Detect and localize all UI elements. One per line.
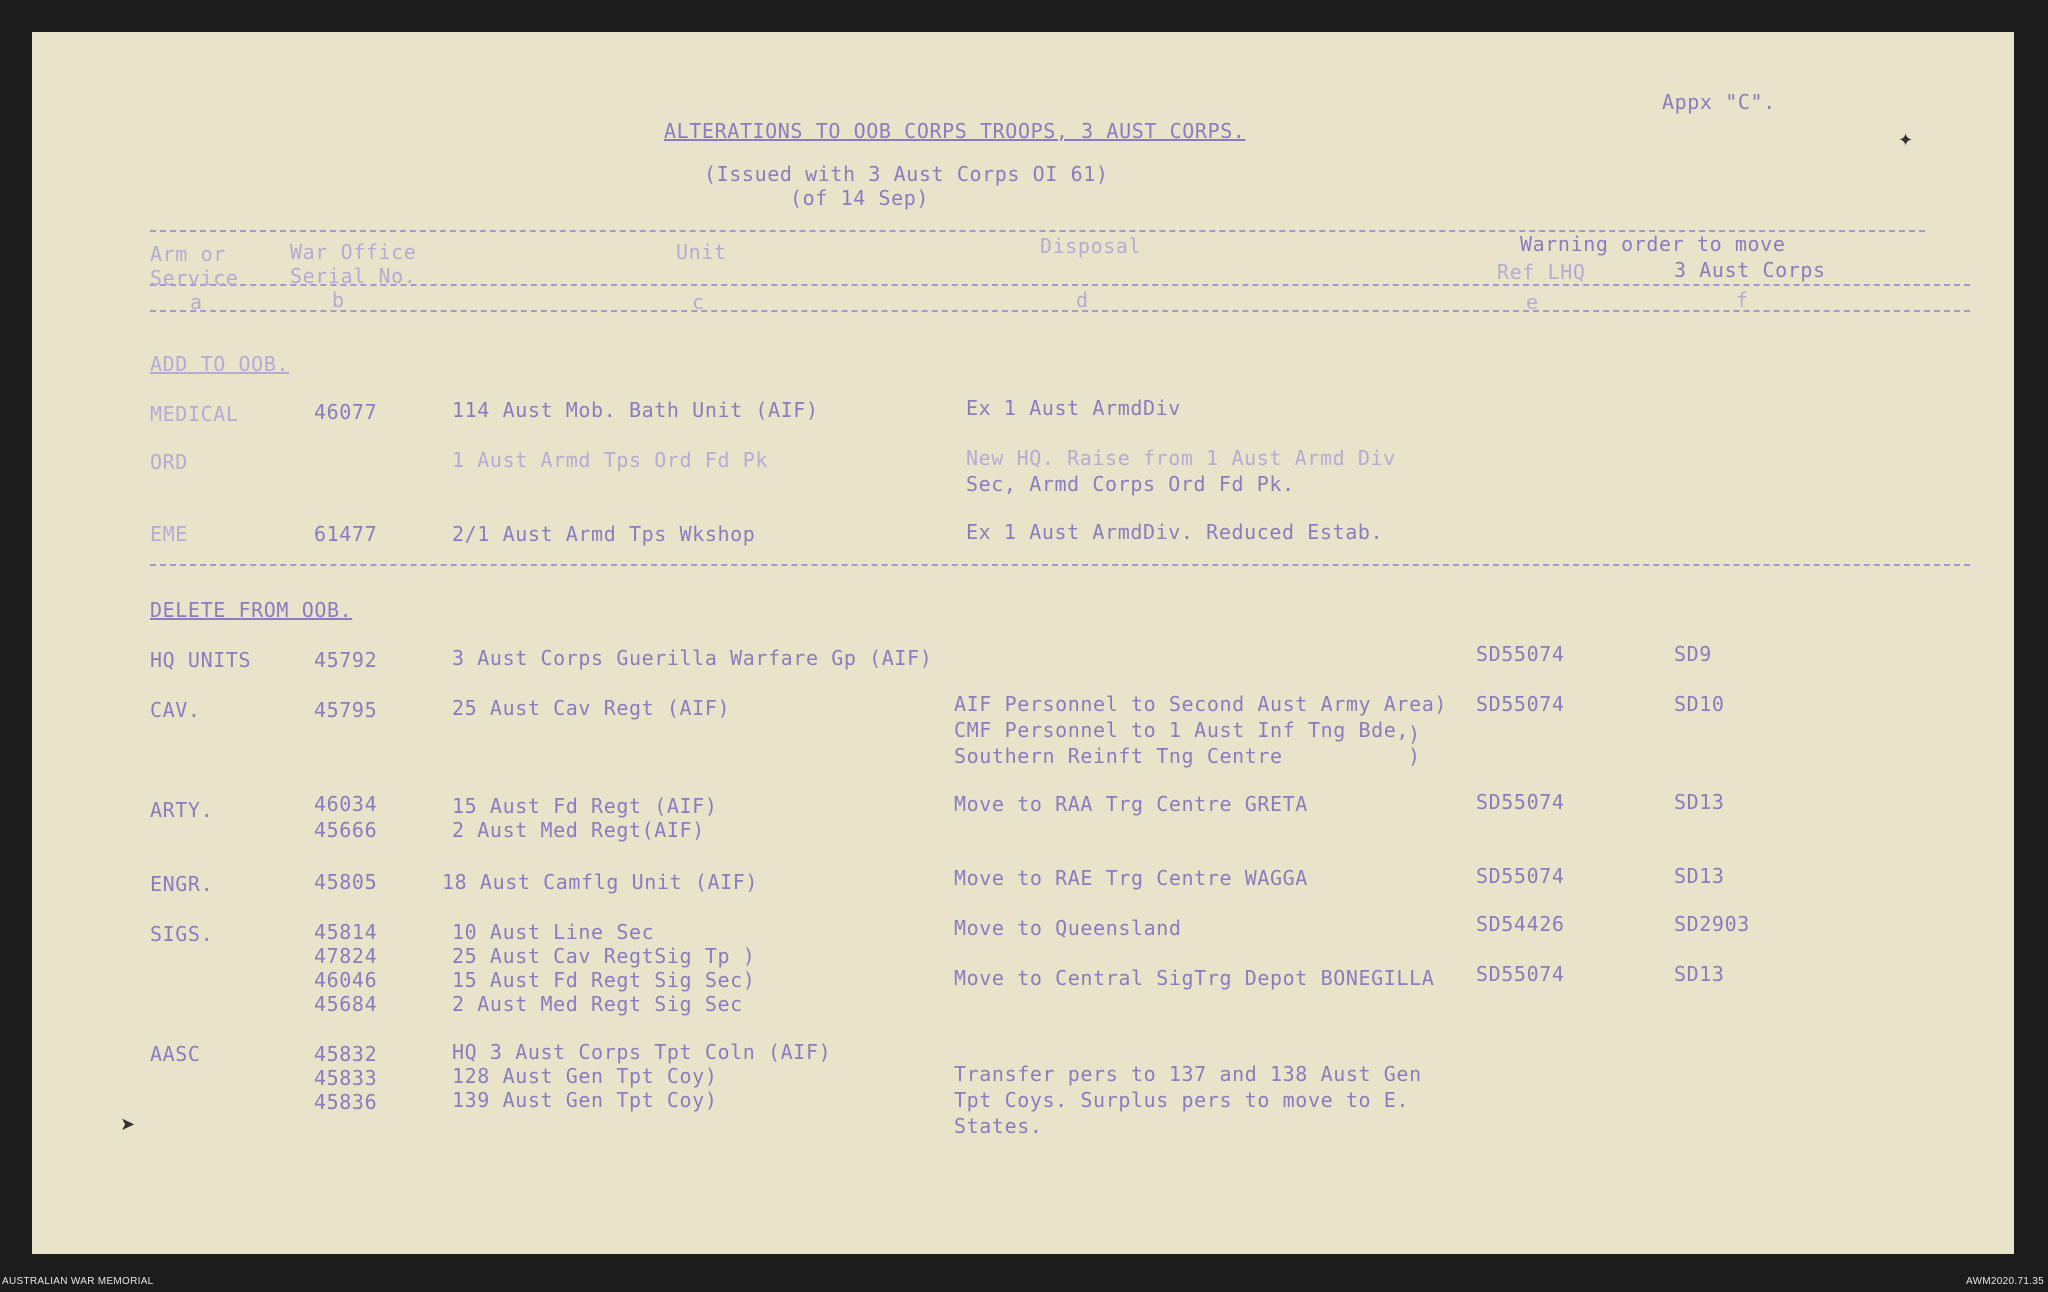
- delete-section-heading: DELETE FROM OOB.: [150, 598, 353, 622]
- add-row-arm: ORD: [150, 450, 188, 474]
- header-letter-d: d: [1076, 288, 1089, 312]
- delete-row-unit: HQ 3 Aust Corps Tpt Coln (AIF): [452, 1040, 832, 1064]
- delete-row-corps-ref: SD10: [1674, 692, 1725, 716]
- delete-row-ref-lhq: SD54426: [1476, 912, 1565, 936]
- delete-row-arm: HQ UNITS: [150, 648, 252, 672]
- appendix-label: Appx "C".: [1662, 90, 1776, 114]
- delete-row-corps-ref: SD13: [1674, 864, 1725, 888]
- header-arm-line1: Arm or: [150, 242, 226, 266]
- add-row-unit: 114 Aust Mob. Bath Unit (AIF): [452, 398, 819, 422]
- add-row-unit: 2/1 Aust Armd Tps Wkshop: [452, 522, 756, 546]
- delete-row-ref-lhq: SD55074: [1476, 962, 1565, 986]
- header-3-aust-corps: 3 Aust Corps: [1674, 258, 1826, 282]
- delete-row-unit: 25 Aust Cav RegtSig Tp ): [452, 944, 756, 968]
- delete-row-disposal: AIF Personnel to Second Aust Army Area): [954, 692, 1447, 716]
- header-letter-c: c: [692, 290, 705, 314]
- delete-row-serial: 45666: [314, 818, 378, 842]
- delete-row-arm: ARTY.: [150, 798, 214, 822]
- delete-row-unit: 10 Aust Line Sec: [452, 920, 655, 944]
- delete-row-disposal: CMF Personnel to 1 Aust Inf Tng Bde,: [954, 718, 1410, 742]
- delete-row-disposal: Move to RAE Trg Centre WAGGA: [954, 866, 1308, 890]
- delete-row-unit: 2 Aust Med Regt(AIF): [452, 818, 705, 842]
- delete-row-arm: ENGR.: [150, 872, 214, 896]
- delete-row-unit: 139 Aust Gen Tpt Coy): [452, 1088, 718, 1112]
- bracket-mark: ): [1408, 744, 1421, 768]
- delete-row-unit: 25 Aust Cav Regt (AIF): [452, 696, 731, 720]
- header-serial-line1: War Office: [290, 240, 417, 264]
- bracket-mark: ): [1408, 722, 1421, 746]
- add-row-serial: 46077: [314, 400, 378, 424]
- delete-row-ref-lhq: SD55074: [1476, 790, 1565, 814]
- document-page: [32, 32, 2014, 1254]
- add-row-arm: EME: [150, 522, 188, 546]
- issued-line-1: (Issued with 3 Aust Corps OI 61): [704, 162, 1109, 186]
- delete-row-serial: 47824: [314, 944, 378, 968]
- delete-row-serial: 45792: [314, 648, 378, 672]
- delete-row-serial: 45805: [314, 870, 378, 894]
- delete-row-disposal: Move to RAA Trg Centre GRETA: [954, 792, 1308, 816]
- delete-row-corps-ref: SD13: [1674, 790, 1725, 814]
- add-row-disposal: Sec, Armd Corps Ord Fd Pk.: [966, 472, 1295, 496]
- document-title: ALTERATIONS TO OOB CORPS TROOPS, 3 AUST CORPS.: [664, 119, 1246, 143]
- header-arm-line2: Service: [150, 266, 239, 290]
- delete-row-serial: 45795: [314, 698, 378, 722]
- header-letter-a: a: [190, 290, 203, 314]
- delete-row-unit: 2 Aust Med Regt Sig Sec: [452, 992, 743, 1016]
- hole-mark-icon: ✦: [1898, 130, 1914, 151]
- header-unit: Unit: [676, 240, 727, 264]
- footer-collection: AUSTRALIAN WAR MEMORIAL: [2, 1276, 154, 1287]
- delete-row-unit: 15 Aust Fd Regt Sig Sec): [452, 968, 756, 992]
- delete-row-disposal: States.: [954, 1114, 1043, 1138]
- header-rule-mid: [150, 284, 1970, 286]
- issued-line-2: (of 14 Sep): [790, 186, 930, 210]
- header-letter-f: f: [1736, 288, 1749, 312]
- add-section-heading: ADD TO OOB.: [150, 352, 290, 376]
- delete-row-serial: 45833: [314, 1066, 378, 1090]
- header-rule-bottom: [150, 310, 1970, 312]
- add-row-disposal: Ex 1 Aust ArmdDiv: [966, 396, 1181, 420]
- delete-row-ref-lhq: SD55074: [1476, 642, 1565, 666]
- header-warning-order: Warning order to move: [1520, 232, 1786, 256]
- delete-row-corps-ref: SD9: [1674, 642, 1712, 666]
- delete-row-arm: SIGS.: [150, 922, 214, 946]
- delete-row-ref-lhq: SD55074: [1476, 692, 1565, 716]
- header-ref-lhq: Ref LHQ: [1497, 260, 1586, 284]
- delete-row-serial: 46034: [314, 792, 378, 816]
- add-row-arm: MEDICAL: [150, 402, 239, 426]
- delete-row-corps-ref: SD2903: [1674, 912, 1750, 936]
- header-letter-b: b: [332, 288, 345, 312]
- delete-row-arm: CAV.: [150, 698, 201, 722]
- header-serial-line2: Serial No.: [290, 264, 417, 288]
- arrow-mark-icon: ➤: [120, 1114, 136, 1135]
- add-row-disposal: Ex 1 Aust ArmdDiv. Reduced Estab.: [966, 520, 1384, 544]
- delete-row-ref-lhq: SD55074: [1476, 864, 1565, 888]
- delete-row-unit: 128 Aust Gen Tpt Coy): [452, 1064, 718, 1088]
- delete-row-unit: 15 Aust Fd Regt (AIF): [452, 794, 718, 818]
- footer-accession: AWM2020.71.35: [1965, 1276, 2044, 1287]
- delete-row-serial: 45832: [314, 1042, 378, 1066]
- delete-row-disposal: Transfer pers to 137 and 138 Aust Gen: [954, 1062, 1422, 1086]
- delete-row-unit: 18 Aust Camflg Unit (AIF): [442, 870, 759, 894]
- delete-row-disposal: Southern Reinft Tng Centre: [954, 744, 1283, 768]
- delete-row-disposal: Move to Queensland: [954, 916, 1182, 940]
- delete-row-serial: 45684: [314, 992, 378, 1016]
- header-letter-e: e: [1526, 290, 1539, 314]
- header-disposal: Disposal: [1040, 234, 1142, 258]
- add-row-unit: 1 Aust Armd Tps Ord Fd Pk: [452, 448, 769, 472]
- delete-row-disposal: Tpt Coys. Surplus pers to move to E.: [954, 1088, 1410, 1112]
- section-rule: [150, 564, 1970, 566]
- delete-row-corps-ref: SD13: [1674, 962, 1725, 986]
- delete-row-serial: 46046: [314, 968, 378, 992]
- delete-row-disposal: Move to Central SigTrg Depot BONEGILLA: [954, 966, 1435, 990]
- add-row-disposal: New HQ. Raise from 1 Aust Armd Div: [966, 446, 1396, 470]
- delete-row-arm: AASC: [150, 1042, 201, 1066]
- delete-row-serial: 45814: [314, 920, 378, 944]
- delete-row-serial: 45836: [314, 1090, 378, 1114]
- delete-row-unit: 3 Aust Corps Guerilla Warfare Gp (AIF): [452, 646, 933, 670]
- add-row-serial: 61477: [314, 522, 378, 546]
